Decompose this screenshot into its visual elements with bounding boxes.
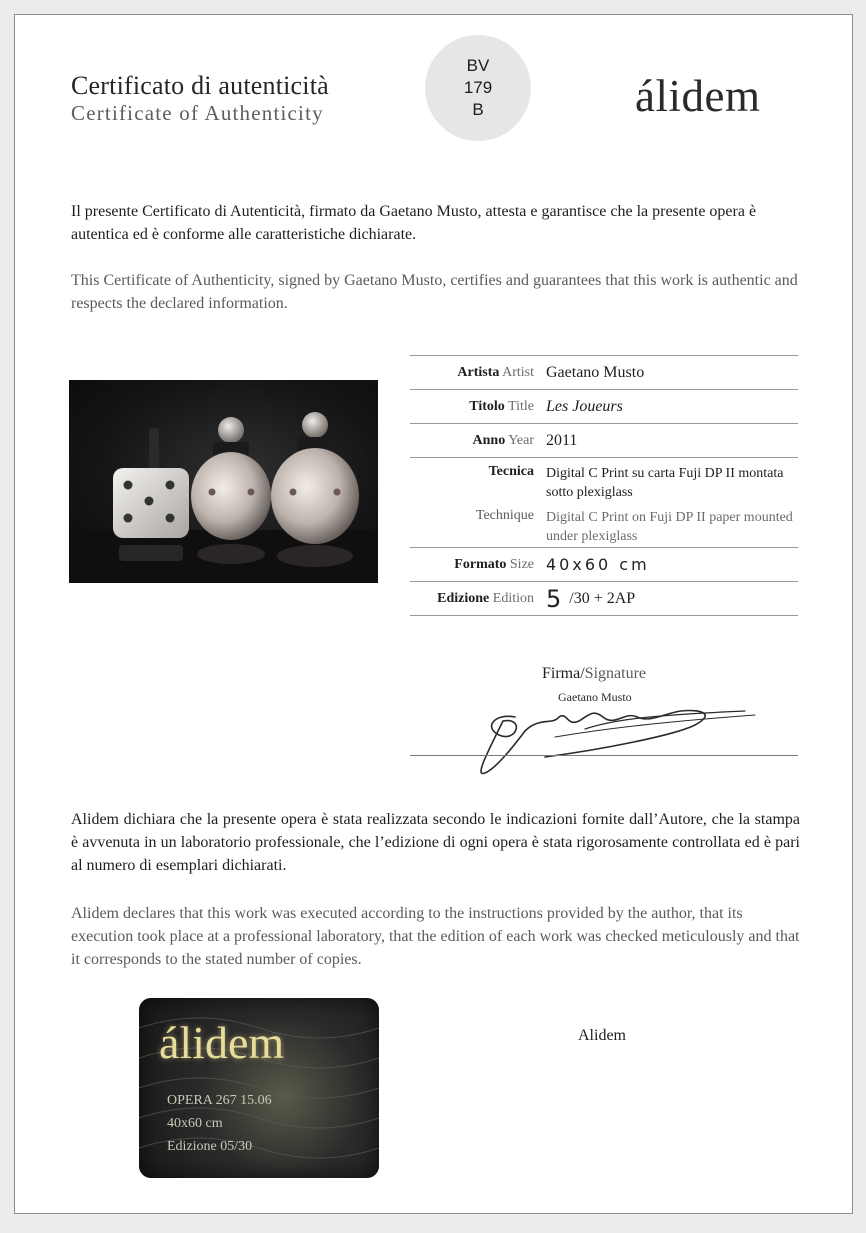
size-label-it: Formato [454, 556, 507, 572]
artist-label [410, 365, 546, 381]
year-label [410, 433, 546, 449]
edition-label-it: Edizione [437, 590, 490, 606]
footer-signer: Alidem [578, 1027, 626, 1044]
technique-value [546, 464, 798, 547]
brand-logo: álidem [635, 71, 761, 121]
technique-label [410, 464, 546, 547]
edition-number-handwritten: 5 [546, 584, 562, 613]
technique-row [410, 457, 798, 547]
artist-label-it: Artista [457, 364, 500, 380]
technique-value-it: Digital C Print su carta Fuji DP II montata sotto plexiglass [546, 466, 784, 500]
technique-label-en: Technique [475, 508, 534, 523]
declaration-english: Alidem declares that this work was executed according to the instructions provided by the author, that its execution took place at a professional laboratory, that the edition of each work was checked meticulously and that it corresponds to the stated number of copies. [71, 905, 800, 968]
seal-brand: álidem [159, 1017, 285, 1068]
signature-label-en: Signature [584, 665, 646, 682]
title-value: Les Joueurs [546, 397, 623, 415]
signature-line [410, 755, 798, 756]
code-line-3: B [472, 100, 484, 119]
signature-label-it: Firma/ [542, 665, 585, 682]
artist-row [410, 355, 798, 389]
certificate-sheet [14, 14, 853, 1214]
certificate-title-italian: Certificato di autenticità [71, 71, 329, 100]
year-label-it: Anno [472, 432, 506, 448]
size-label-en: Size [509, 556, 534, 572]
code-line-2: 179 [463, 78, 493, 97]
artwork-photo-illustration [69, 380, 378, 583]
technique-label-it: Tecnica [488, 464, 534, 479]
signature-label [542, 665, 646, 683]
size-value-handwritten: 40x60 cm [546, 555, 650, 574]
edition-label [410, 591, 546, 607]
signature-printed-name: Gaetano Musto [558, 690, 632, 704]
year-value: 2011 [546, 431, 578, 449]
size-label [410, 557, 546, 573]
code-line-1: BV [466, 56, 490, 75]
size-row [410, 547, 798, 581]
year-label-en: Year [508, 432, 534, 448]
technique-value-en: Digital C Print on Fuji DP II paper mounted under plexiglass [546, 510, 793, 544]
declaration-italian: Alidem dichiara che la presente opera è stata realizzata secondo le indicazioni fornite dall’Autore, che la stampa è avvenuta in un laboratorio professionale, che l’edizione di ogni opera è stata rigorosamente controllata ed è pari al numero di esemplari dichiarati. [71, 811, 800, 874]
handwritten-signature [455, 687, 765, 777]
edition-value [546, 585, 798, 613]
certificate-title-english: Certificate of Authenticity [71, 101, 324, 125]
seal-line-1: OPERA 267 15.06 [167, 1093, 272, 1108]
seal-line-3: Edizione 05/30 [167, 1139, 253, 1154]
artist-value: Gaetano Musto [546, 363, 645, 381]
artist-label-en: Artist [502, 364, 534, 380]
title-row [410, 389, 798, 423]
intro-english: This Certificate of Authenticity, signed by Gaetano Musto, certifies and guarantees that this work is authentic and respects the declared information. [71, 272, 798, 312]
edition-label-en: Edition [492, 590, 534, 606]
intro-italian: Il presente Certificato di Autenticità, firmato da Gaetano Musto, attesta e garantisce che la presente opera è autentica ed è conforme alle caratteristiche dichiarate. [71, 203, 757, 243]
edition-row [410, 581, 798, 616]
holographic-seal [139, 998, 379, 1178]
year-row [410, 423, 798, 457]
archive-code-badge [425, 35, 531, 141]
artwork-details-table [410, 355, 798, 616]
title-label [410, 399, 546, 415]
edition-total: /30 + 2AP [569, 589, 636, 607]
title-label-it: Titolo [469, 398, 505, 414]
title-label-en: Title [508, 398, 534, 414]
artwork-photo [69, 380, 378, 583]
seal-line-2: 40x60 cm [167, 1116, 223, 1131]
